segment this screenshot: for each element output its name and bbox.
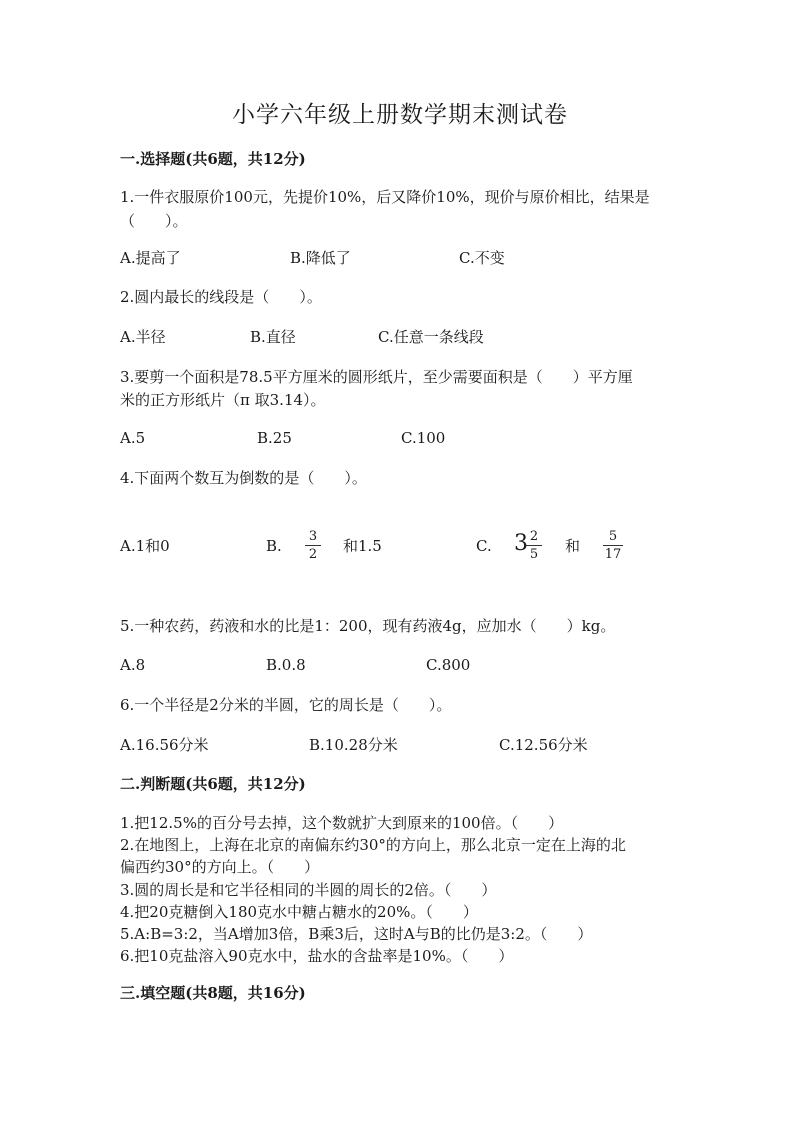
q1-option-a: A.提高了 [120, 249, 181, 267]
q3-option-a: A.5 [120, 429, 146, 447]
q3-option-c: C.100 [401, 429, 446, 447]
judgment-item: 5.A:B=3:2，当A增加3倍，B乘3后，这时A与B的比仍是3:2。（ ） [120, 925, 593, 943]
fraction-bar [603, 545, 623, 546]
q4-option-c-fraction [524, 529, 544, 562]
q5-text: 5.一种农药，药液和水的比是1：200，现有药液4g，应加水（ ）kg。 [120, 617, 616, 635]
section-heading-judgment: 二.判断题(共6题，共12分) [120, 775, 306, 793]
q1-text-line2: （ ）。 [120, 212, 188, 230]
judgment-item: 1.把12.5%的百分号去掉，这个数就扩大到原来的100倍。（ ） [120, 814, 564, 832]
q4-text: 4.下面两个数互为倒数的是（ ）。 [120, 469, 367, 487]
q3-option-b: B.25 [257, 429, 292, 447]
judgment-item: 6.把10克盐溶入90克水中，盐水的含盐率是10%。（ ） [120, 947, 514, 965]
judgment-item: 偏西约30°的方向上。（ ） [120, 858, 320, 876]
fraction-denominator: 17 [604, 547, 622, 562]
q4-option-c-whole: 3 [514, 531, 528, 556]
q1-option-c: C.不变 [459, 249, 505, 267]
q4-option-a: A.1和0 [120, 537, 170, 555]
q6-option-c: C.12.56分米 [499, 736, 588, 754]
fraction-bar [305, 545, 321, 546]
fraction-denominator: 2 [308, 547, 318, 562]
q4-option-b-fraction [303, 529, 323, 562]
fraction-numerator: 5 [608, 529, 618, 544]
section-heading-choice: 一.选择题(共6题，共12分) [120, 150, 306, 168]
q4-option-b-and: 和1.5 [343, 537, 382, 555]
q2-text: 2.圆内最长的线段是（ ）。 [120, 288, 322, 306]
section-heading-fill: 三.填空题(共8题，共16分) [120, 984, 306, 1002]
fraction-numerator: 3 [308, 529, 318, 544]
fraction-numerator: 2 [529, 529, 539, 544]
fraction-denominator: 5 [529, 547, 539, 562]
q6-option-a: A.16.56分米 [120, 736, 209, 754]
q2-option-c: C.任意一条线段 [378, 328, 484, 346]
judgment-item: 2.在地图上，上海在北京的南偏东约30°的方向上，那么北京一定在上海的北 [120, 836, 626, 854]
q4-option-c-and: 和 [565, 537, 581, 555]
q4-option-c-fraction-2 [601, 529, 625, 562]
q4-option-c-label: C. [476, 537, 492, 555]
q1-text-line1: 1.一件衣服原价100元，先提价10%，后又降价10%，现价与原价相比，结果是 [120, 188, 650, 206]
q2-option-b: B.直径 [250, 328, 296, 346]
q4-option-b-label: B. [266, 537, 282, 555]
q5-option-c: C.800 [426, 656, 471, 674]
judgment-item: 4.把20克糖倒入180克水中糖占糖水的20%。（ ） [120, 903, 478, 921]
page-title: 小学六年级上册数学期末测试卷 [232, 102, 568, 128]
q5-option-b: B.0.8 [266, 656, 306, 674]
q5-option-a: A.8 [120, 656, 146, 674]
q3-text-line1: 3.要剪一个面积是78.5平方厘米的圆形纸片，至少需要面积是（ ）平方厘 [120, 368, 633, 386]
q2-option-a: A.半径 [120, 328, 166, 346]
q3-text-line2: 米的正方形纸片（π 取3.14）。 [120, 391, 326, 409]
q1-option-b: B.降低了 [290, 249, 351, 267]
judgment-item: 3.圆的周长是和它半径相同的半圆的周长的2倍。（ ） [120, 881, 497, 899]
fraction-bar [526, 545, 542, 546]
q6-text: 6.一个半径是2分米的半圆，它的周长是（ ）。 [120, 696, 452, 714]
q6-option-b: B.10.28分米 [309, 736, 398, 754]
